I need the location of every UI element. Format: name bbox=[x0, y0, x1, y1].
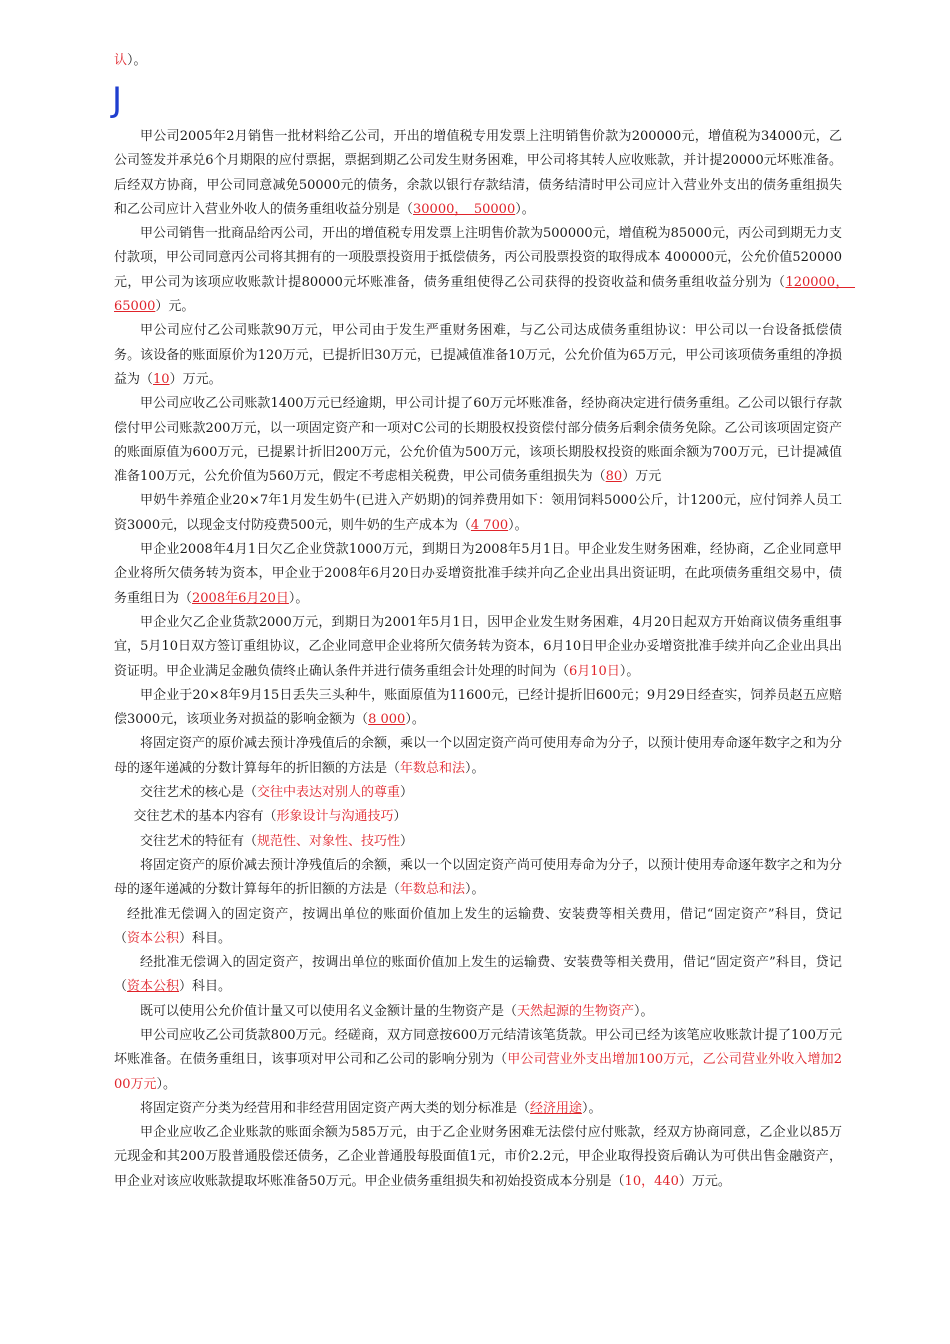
question-item bbox=[114, 781, 842, 805]
question-text: 交往艺术的特征有（ bbox=[140, 833, 258, 849]
question-text: 将固定资产分类为经营用和非经营用固定资产两大类的划分标准是（ bbox=[140, 1100, 531, 1116]
question-item bbox=[114, 805, 842, 829]
answer-text: 10 bbox=[153, 371, 170, 387]
answer-text: 年数总和法 bbox=[400, 760, 466, 776]
answer-text: 规范性、对象性、技巧性 bbox=[257, 833, 401, 849]
question-text: 既可以使用公允价值计量又可以使用名义金额计量的生物资产是（ bbox=[140, 1003, 518, 1019]
question-tail: ）万元。 bbox=[678, 1173, 731, 1189]
section-letter: J bbox=[112, 80, 123, 120]
question-text: 经批准无偿调入的固定资产，按调出单位的账面价值加上发生的运输费、安装费等相关费用，借记“固定资产”科目，贷记（ bbox=[114, 955, 842, 995]
answer-fragment: 认 bbox=[114, 53, 128, 68]
question-item bbox=[114, 319, 842, 392]
question-tail: ）万元 bbox=[622, 469, 662, 485]
answer-text: 资本公积 bbox=[127, 930, 180, 946]
question-tail: ）。 bbox=[288, 590, 309, 606]
question-item bbox=[114, 538, 842, 611]
question-item bbox=[114, 684, 842, 733]
question-text: 将固定资产的原价减去预计净残值后的余额，乘以一个以固定资产尚可使用寿命为分子，以预计使用寿命逐年数字之和为分母的逐年递减的分数计算每年的折旧额的方法是（ bbox=[114, 736, 843, 776]
question-text: 将固定资产的原价减去预计净残值后的余额，乘以一个以固定资产尚可使用寿命为分子，以预计使用寿命逐年数字之和为分母的逐年递减的分数计算每年的折旧额的方法是（ bbox=[114, 857, 843, 898]
question-text: 甲公司2005年2月销售一批材料给乙公司，开出的增值税专用发票上注明销售价款为200000元，增值税为34000元，乙公司签发并承兑6个月期限的应付票据，票据到期乙公司发生财务困难，甲公司将其转人应收账款，并计提20000元坏账准备。后经双方协商，甲公司同意减免50000元的债务，余款以银行存款结清，债务结清时甲公司应计入营业外支出的债务重组损失和乙公司应计入营业外收人的债务重组收益分别是（ bbox=[114, 129, 842, 217]
question-tail: ）。 bbox=[619, 663, 640, 679]
question-item bbox=[114, 732, 842, 781]
question-item bbox=[114, 392, 842, 489]
question-tail: ）。 bbox=[405, 712, 425, 728]
question-item bbox=[114, 830, 842, 854]
question-tail: ）元。 bbox=[155, 299, 195, 315]
answer-text: 8 000 bbox=[368, 712, 406, 728]
question-tail: ）。 bbox=[156, 1076, 177, 1092]
question-text: 甲企业于20×8年9月15日丢失三头种牛，账面原值为11600元，已经计提折旧600元；9月29日经查实，饲养员赵五应赔偿3000元，该项业务对损益的影响金额为（ bbox=[114, 687, 842, 728]
question-text: 甲企业欠乙企业货款2000万元，到期日为2001年5月1日，因甲企业发生财务困难，4月20日起双方开始商议债务重组事宜，5月10日双方签订重组协议，乙企业同意甲企业将所欠债务转为资本，6月10日甲企业办妥增资批准手续并向乙企业出具出资证明。甲企业满足金融负债终止确认条件并进行债务重组会计处理的时间为（ bbox=[114, 614, 842, 679]
answer-text: 交往中表达对别人的尊重 bbox=[257, 785, 401, 801]
question-text: 甲公司应收乙公司账款1400万元已经逾期，甲公司计提了60万元坏账准备，经协商决定进行债务重组。乙公司以银行存款偿付甲公司账款200万元，以一项固定资产和一项对C公司的长期股权投资偿付部分债务后剩余债务免除。乙公司该项固定资产的账面原值为600万元，已提累计折旧200万元，公允价值为500万元，该项长期股权投资的账面余额为700万元，已计提减值准备100万元，公允价值为560万元，假定不考虑相关税费，甲公司债务重组损失为（ bbox=[114, 396, 842, 485]
question-text: 经批准无偿调入的固定资产，按调出单位的账面价值加上发生的运输费、安装费等相关费用，借记“固定资产”科目，贷记（ bbox=[114, 906, 842, 946]
question-text: 甲企业应收乙企业账款的账面余额为585万元，由于乙企业财务困难无法偿付应付账款，经双方协商同意，乙企业以85万元现金和其200万股普通股偿还债务，乙企业普通股每股面值1元，市价2.2元，甲企业取得投资后确认为可供出售金融资产，甲企业对该应收账款提取坏账准备50万元。甲企业债务重组损失和初始投资成本分别是（ bbox=[114, 1125, 842, 1189]
answer-text: 年数总和法 bbox=[400, 882, 466, 898]
answer-text: 经济用途 bbox=[530, 1100, 583, 1116]
answer-text: 资本公积 bbox=[127, 979, 180, 995]
answer-text: 6月10日 bbox=[569, 663, 620, 679]
answer-text: 天然起源的生物资产 bbox=[517, 1003, 635, 1019]
question-text: 甲企业2008年4月1日欠乙企业贷款1000万元，到期日为2008年5月1日。甲企业发生财务困难，经协商，乙企业同意甲企业将所欠债务转为资本，甲企业于2008年6月20日办妥增资批准手续并向乙企业出具出资证明，在此项债务重组交易中，债务重组日为（ bbox=[114, 542, 842, 606]
question-text: 甲奶牛养殖企业20×7年1月发生奶牛(已进入产奶期)的饲养费用如下：领用饲料5000公斤，计1200元，应付饲养人员工资3000元，以现金支付防疫费500元，则牛奶的生产成本为（ bbox=[114, 493, 842, 533]
question-item bbox=[114, 854, 842, 903]
answer-text: 80 bbox=[605, 469, 623, 485]
answer-text: 120000， 65000 bbox=[114, 274, 856, 315]
question-tail: ）。 bbox=[515, 201, 535, 217]
question-item bbox=[114, 489, 842, 538]
question-tail: ）万元。 bbox=[169, 371, 222, 387]
answer-text: 2008年6月20日 bbox=[192, 590, 289, 606]
question-tail: ）。 bbox=[634, 1003, 654, 1019]
question-text: 交往艺术的基本内容有（ bbox=[133, 809, 277, 825]
question-list bbox=[114, 125, 856, 1194]
question-tail: ）。 bbox=[582, 1100, 602, 1116]
answer-text: 10，440 bbox=[624, 1173, 679, 1189]
question-text: 甲公司销售一批商品给丙公司，开出的增值税专用发票上注明售价款为500000元，增值税为85000元，丙公司到期无力支付款项，甲公司同意丙公司将其拥有的一项股票投资用于抵偿债务，丙公司股票投资的取得成本 400000元，公允价值520000元，甲公司为该项应收账款计提80000元坏账准备，债务重组使得乙公司获得的投资收益和债务重组收益分别为（ bbox=[114, 226, 842, 290]
question-tail: ） bbox=[393, 809, 407, 825]
question-tail: ）。 bbox=[465, 760, 485, 776]
question-tail: ）。 bbox=[508, 517, 528, 533]
fragment-tail: ）。 bbox=[127, 53, 147, 68]
question-item bbox=[114, 1000, 842, 1024]
question-tail: ）科目。 bbox=[179, 930, 232, 946]
question-tail: ）科目。 bbox=[179, 979, 232, 995]
question-tail: ） bbox=[400, 785, 414, 801]
question-tail: ） bbox=[400, 833, 414, 849]
question-text: 甲公司应付乙公司账款90万元，甲公司由于发生严重财务困难，与乙公司达成债务重组协议：甲公司以一台设备抵偿债务。该设备的账面原价为120万元，已提折旧30万元，已提减值准备10万元，公允价值为65万元，甲公司该项债务重组的净损益为（ bbox=[114, 323, 842, 387]
question-item bbox=[114, 951, 842, 1000]
answer-text: 形象设计与沟通技巧 bbox=[276, 809, 394, 825]
answer-text: 30000， 50000 bbox=[413, 201, 516, 217]
question-item bbox=[114, 1024, 842, 1097]
answer-text: 甲公司营业外支出增加100万元，乙公司营业外收入增加200万元 bbox=[114, 1052, 842, 1092]
question-text: 交往艺术的核心是（ bbox=[140, 785, 258, 801]
question-item bbox=[114, 1121, 842, 1194]
question-item bbox=[114, 1097, 842, 1121]
answer-text: 4 700 bbox=[470, 517, 509, 533]
question-tail: ）。 bbox=[465, 882, 485, 898]
question-item bbox=[114, 903, 842, 952]
continued-fragment bbox=[114, 50, 147, 72]
question-text: 甲公司应收乙公司货款800万元。经磋商，双方同意按600万元结清该笔货款。甲公司已经为该笔应收账款计提了100万元坏账准备。在债务重组日，该事项对甲公司和乙公司的影响分别为（ bbox=[114, 1027, 842, 1068]
question-item bbox=[114, 611, 842, 684]
question-item bbox=[114, 125, 842, 222]
question-item bbox=[114, 222, 856, 319]
